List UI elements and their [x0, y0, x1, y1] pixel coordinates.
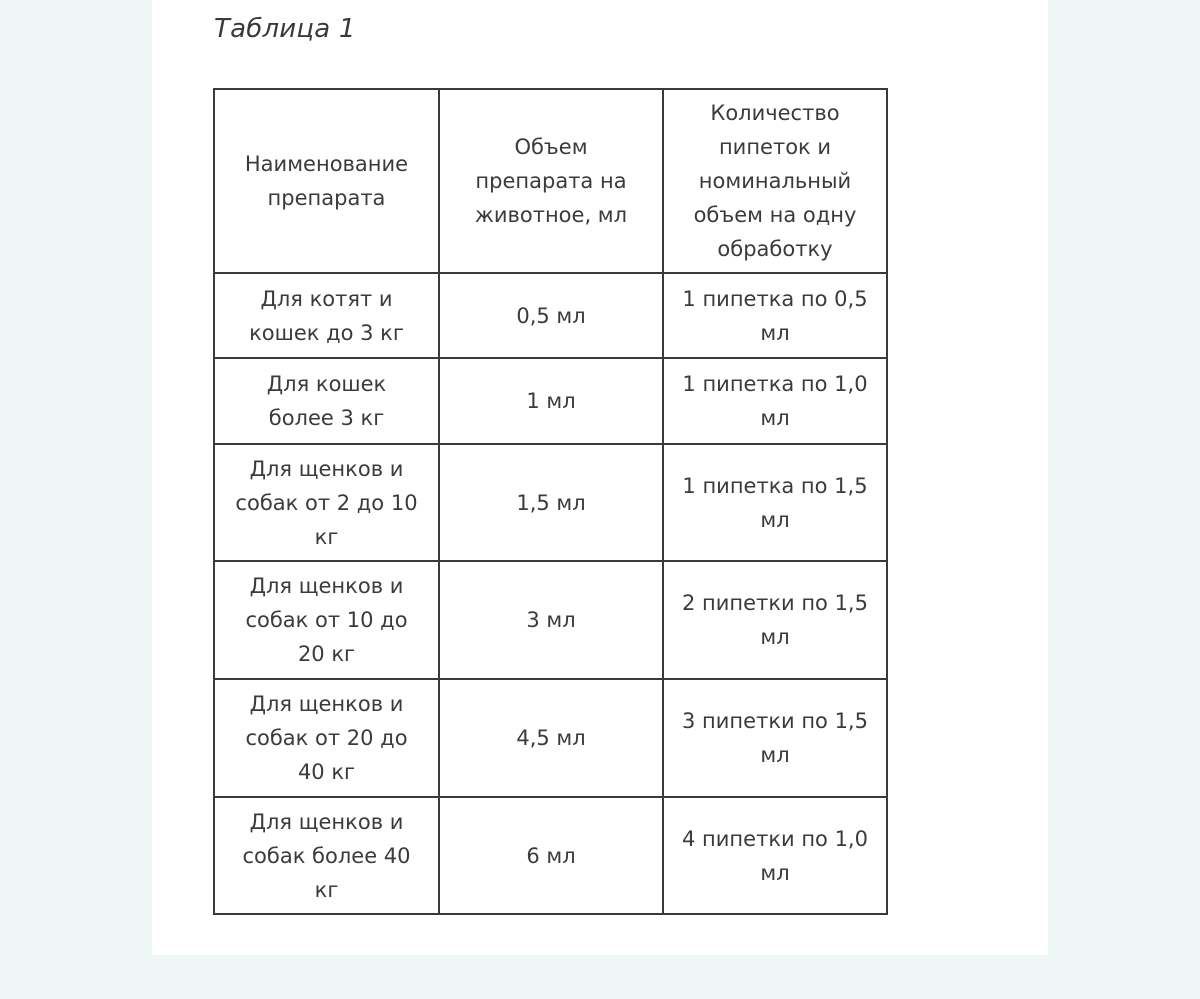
header-cell-volume: Объем препарата на животное, мл — [439, 89, 663, 273]
cell-volume: 3 мл — [439, 561, 663, 679]
table-row — [214, 358, 887, 444]
cell-volume: 4,5 мл — [439, 679, 663, 797]
table-caption: Таблица 1 — [214, 14, 356, 44]
table-row — [214, 444, 887, 561]
cell-volume: 1 мл — [439, 358, 663, 444]
header-cell-name: Наименование препарата — [214, 89, 439, 273]
document-page — [152, 0, 1048, 955]
table-row — [214, 561, 887, 679]
cell-name: Для щенков и собак от 2 до 10 кг — [214, 444, 439, 561]
cell-volume: 1,5 мл — [439, 444, 663, 561]
cell-volume: 6 мл — [439, 797, 663, 914]
cell-name: Для щенков и собак от 20 до 40 кг — [214, 679, 439, 797]
cell-pipettes: 4 пипетки по 1,0 мл — [663, 797, 887, 914]
cell-pipettes: 2 пипетки по 1,5 мл — [663, 561, 887, 679]
cell-pipettes: 1 пипетка по 1,5 мл — [663, 444, 887, 561]
cell-volume: 0,5 мл — [439, 273, 663, 358]
cell-name: Для кошек более 3 кг — [214, 358, 439, 444]
cell-name: Для щенков и собак более 40 кг — [214, 797, 439, 914]
header-cell-pipettes: Количество пипеток и номинальный объем на одну обработку — [663, 89, 887, 273]
cell-pipettes: 1 пипетка по 1,0 мл — [663, 358, 887, 444]
table-header-row — [214, 89, 887, 273]
table-row — [214, 273, 887, 358]
cell-pipettes: 1 пипетка по 0,5 мл — [663, 273, 887, 358]
dosage-table — [213, 88, 888, 915]
cell-name: Для котят и кошек до 3 кг — [214, 273, 439, 358]
cell-name: Для щенков и собак от 10 до 20 кг — [214, 561, 439, 679]
cell-pipettes: 3 пипетки по 1,5 мл — [663, 679, 887, 797]
table-row — [214, 679, 887, 797]
table-row — [214, 797, 887, 914]
